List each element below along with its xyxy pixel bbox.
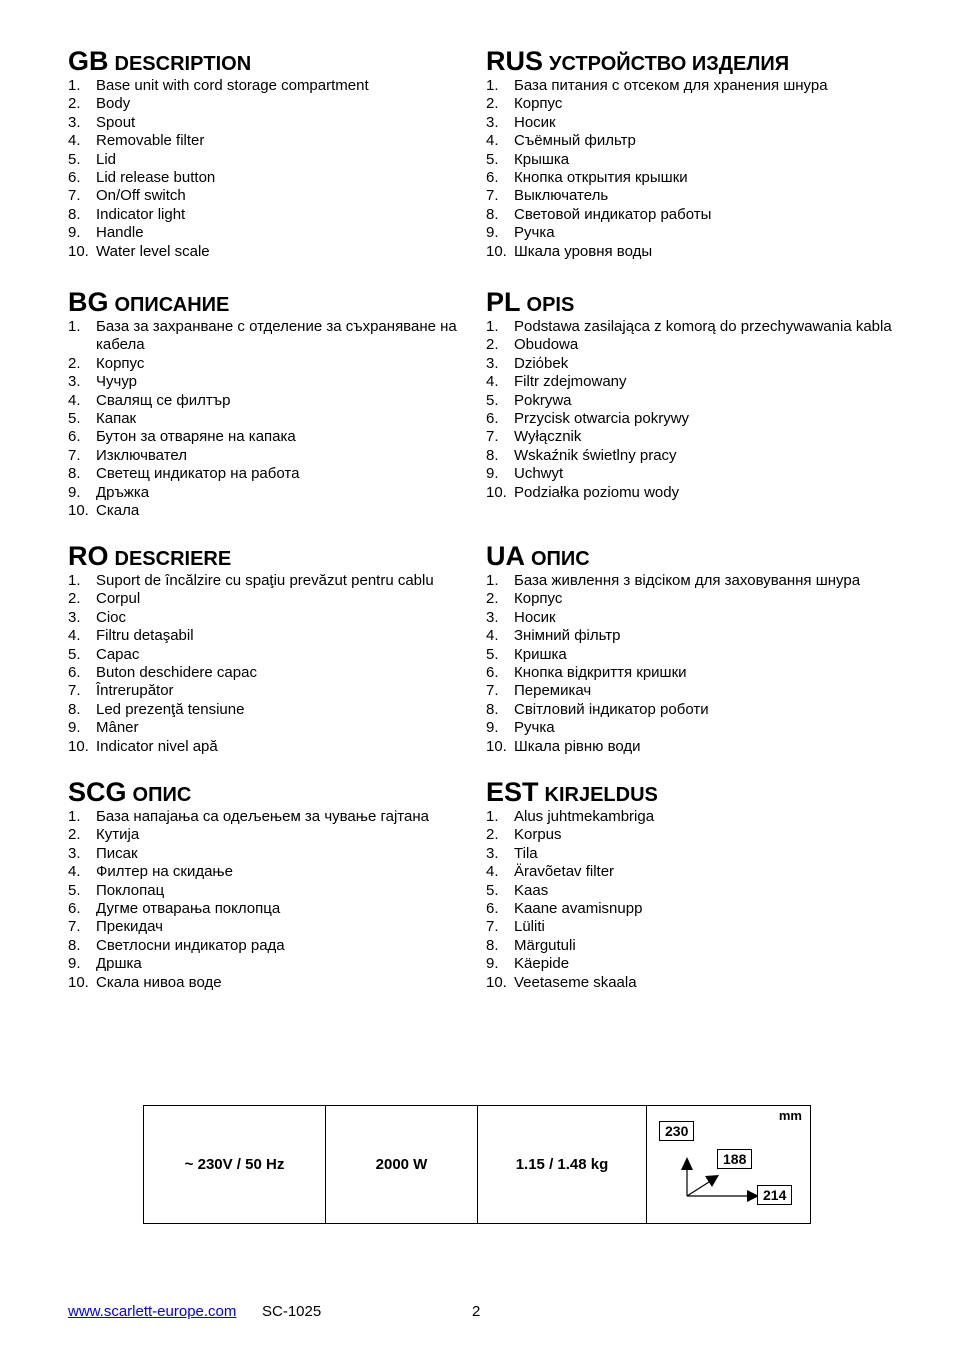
item-label: Носик	[514, 608, 556, 626]
item-label: Spout	[96, 113, 136, 131]
list-item	[68, 646, 488, 664]
item-number: 3.	[486, 113, 499, 131]
item-label: Корпус	[514, 95, 563, 113]
item-label: Äravõetav filter	[514, 863, 615, 881]
item-number: 8.	[486, 936, 499, 954]
item-number: 3.	[486, 844, 499, 862]
item-number: 9.	[68, 224, 81, 242]
item-number: 5.	[486, 881, 499, 899]
item-number: 9.	[486, 955, 499, 973]
list-item	[486, 465, 906, 483]
item-number: 5.	[486, 645, 499, 663]
item-label: Скала	[96, 502, 140, 520]
parts-list	[68, 318, 488, 520]
section-heading	[68, 45, 488, 77]
list-item	[486, 955, 906, 973]
item-number: 4.	[68, 391, 81, 409]
item-number: 7.	[486, 428, 499, 446]
list-item	[486, 701, 906, 719]
list-item	[486, 355, 906, 373]
list-item	[486, 206, 906, 224]
item-number: 4.	[486, 132, 499, 150]
section-heading	[486, 286, 906, 318]
list-item	[486, 863, 906, 881]
list-item	[486, 410, 906, 428]
item-number: 9.	[486, 719, 499, 737]
section-ro	[68, 540, 488, 756]
item-label: Чучур	[96, 373, 137, 391]
item-label: Uchwyt	[514, 465, 564, 483]
list-item	[486, 484, 906, 502]
list-item	[68, 974, 488, 992]
item-label: Шкала уровня воды	[514, 242, 653, 260]
list-item	[68, 738, 488, 756]
list-item	[486, 646, 906, 664]
list-item	[486, 447, 906, 465]
item-number: 10.	[486, 242, 507, 260]
item-label: Przycisk otwarcia pokrywy	[514, 410, 690, 428]
list-item	[68, 682, 488, 700]
item-number: 6.	[486, 410, 499, 428]
item-label: Handle	[96, 224, 144, 242]
item-number: 1.	[486, 808, 499, 825]
item-number: 4.	[68, 132, 81, 150]
specs-table	[143, 1105, 811, 1224]
power-cell	[326, 1106, 478, 1223]
list-item	[486, 428, 906, 446]
item-label: Water level scale	[96, 242, 210, 260]
list-item	[68, 863, 488, 881]
section-title: KIRJELDUS	[544, 784, 658, 806]
item-label: Obudowa	[514, 336, 579, 354]
language-code: EST	[486, 777, 539, 807]
item-number: 1.	[486, 77, 499, 94]
item-label: Капак	[96, 410, 137, 428]
item-number: 9.	[486, 465, 499, 483]
section-heading	[486, 45, 906, 77]
item-number: 1.	[486, 318, 499, 335]
list-item	[486, 719, 906, 737]
list-item	[68, 937, 488, 955]
item-label: Изключвател	[96, 446, 187, 464]
item-number: 7.	[68, 187, 81, 205]
item-label: Бутон за отваряне на капака	[96, 428, 296, 446]
item-label: Писак	[96, 844, 138, 862]
section-heading	[68, 776, 488, 808]
list-item	[486, 572, 906, 590]
item-label: Световой индикатор работы	[514, 205, 712, 223]
list-item	[68, 664, 488, 682]
item-label: Veetaseme skaala	[514, 973, 637, 991]
item-number: 8.	[68, 700, 81, 718]
item-number: 7.	[486, 187, 499, 205]
item-number: 10.	[68, 973, 89, 991]
list-item	[486, 169, 906, 187]
list-item	[68, 95, 488, 113]
item-label: Removable filter	[96, 132, 205, 150]
item-number: 6.	[486, 169, 499, 187]
item-label: Base unit with cord storage compartment	[96, 77, 369, 94]
weight-value: 1.15 / 1.48 kg	[515, 1156, 609, 1173]
parts-list	[68, 808, 488, 992]
section-heading	[68, 286, 488, 318]
list-item	[486, 243, 906, 261]
section-pl	[486, 286, 906, 502]
item-number: 2.	[486, 336, 499, 354]
item-number: 3.	[68, 844, 81, 862]
list-item	[68, 318, 488, 355]
language-code: BG	[68, 287, 109, 317]
item-label: Podstawa zasilająca z komorą do przechywawania kabla	[514, 318, 892, 335]
parts-list	[486, 808, 906, 992]
item-label: Podziałka poziomu wody	[514, 483, 680, 501]
list-item	[486, 77, 906, 95]
list-item	[486, 187, 906, 205]
item-number: 7.	[486, 918, 499, 936]
list-item	[486, 609, 906, 627]
item-label: Indicator nivel apă	[96, 737, 218, 755]
list-item	[68, 243, 488, 261]
list-item	[486, 224, 906, 242]
item-number: 2.	[68, 95, 81, 113]
list-item	[68, 132, 488, 150]
language-code: SCG	[68, 777, 127, 807]
section-title: ОПИС	[132, 784, 192, 806]
item-label: Дугме отварања поклопца	[96, 900, 281, 918]
item-label: База питания с отсеком для хранения шнура	[514, 77, 828, 94]
item-label: Кнопка відкриття кришки	[514, 664, 687, 682]
list-item	[68, 77, 488, 95]
item-label: Кришка	[514, 645, 567, 663]
item-label: Mâner	[96, 719, 139, 737]
item-number: 1.	[68, 77, 81, 94]
item-label: Носик	[514, 113, 556, 131]
list-item	[68, 169, 488, 187]
item-label: Светещ индикатор на работа	[96, 465, 300, 483]
item-label: Wyłącznik	[514, 428, 582, 446]
item-label: Led prezenţă tensiune	[96, 700, 245, 718]
item-number: 3.	[486, 354, 499, 372]
list-item	[486, 974, 906, 992]
item-number: 6.	[486, 664, 499, 682]
item-number: 2.	[68, 590, 81, 608]
section-ua	[486, 540, 906, 756]
item-number: 10.	[68, 737, 89, 755]
item-label: Cioc	[96, 608, 127, 626]
list-item	[486, 114, 906, 132]
item-label: Tila	[514, 844, 538, 862]
list-item	[68, 845, 488, 863]
weight-cell	[478, 1106, 647, 1223]
list-item	[486, 900, 906, 918]
item-label: Capac	[96, 645, 140, 663]
item-number: 8.	[68, 936, 81, 954]
voltage-value: ~ 230V / 50 Hz	[184, 1156, 285, 1173]
item-label: Дръжка	[96, 483, 150, 501]
list-item	[486, 808, 906, 826]
item-number: 1.	[68, 572, 81, 589]
item-label: Світловий індикатор роботи	[514, 700, 709, 718]
item-number: 2.	[486, 826, 499, 844]
item-number: 8.	[68, 465, 81, 483]
item-number: 7.	[68, 446, 81, 464]
item-number: 6.	[68, 169, 81, 187]
list-item	[68, 719, 488, 737]
item-number: 4.	[68, 863, 81, 881]
item-label: Käepide	[514, 955, 570, 973]
item-label: Kaane avamisnupp	[514, 900, 643, 918]
item-label: Pokrywa	[514, 391, 572, 409]
item-number: 6.	[68, 900, 81, 918]
list-item	[486, 95, 906, 113]
item-label: Корпус	[514, 590, 563, 608]
list-item	[68, 206, 488, 224]
item-number: 10.	[68, 242, 89, 260]
item-label: Indicator light	[96, 205, 186, 223]
item-number: 4.	[68, 627, 81, 645]
item-label: Съёмный фильтр	[514, 132, 636, 150]
item-number: 4.	[486, 373, 499, 391]
voltage-cell	[144, 1106, 326, 1223]
list-item	[68, 502, 488, 520]
item-number: 5.	[68, 645, 81, 663]
list-item	[486, 392, 906, 410]
item-number: 10.	[486, 483, 507, 501]
item-number: 5.	[486, 150, 499, 168]
item-number: 2.	[486, 95, 499, 113]
item-label: Întrerupător	[96, 682, 174, 700]
list-item	[486, 627, 906, 645]
item-label: Ручка	[514, 224, 555, 242]
item-number: 9.	[68, 719, 81, 737]
item-label: Знімний фільтр	[514, 627, 621, 645]
item-number: 6.	[68, 664, 81, 682]
item-number: 4.	[486, 863, 499, 881]
list-item	[486, 845, 906, 863]
item-label: Korpus	[514, 826, 562, 844]
section-title: DESCRIPTION	[114, 53, 252, 75]
item-label: Кнопка открытия крышки	[514, 169, 688, 187]
item-number: 8.	[486, 700, 499, 718]
item-number: 7.	[486, 682, 499, 700]
list-item	[68, 955, 488, 973]
list-item	[68, 447, 488, 465]
item-label: On/Off switch	[96, 187, 186, 205]
section-title: УСТРОЙСТВО ИЗДЕЛИЯ	[549, 53, 790, 75]
footer-website[interactable]	[68, 1303, 236, 1320]
item-number: 2.	[486, 590, 499, 608]
item-label: Перемикач	[514, 682, 592, 700]
item-number: 3.	[68, 113, 81, 131]
item-number: 3.	[68, 608, 81, 626]
list-item	[68, 900, 488, 918]
item-number: 3.	[68, 373, 81, 391]
parts-list	[486, 572, 906, 756]
section-bg	[68, 286, 488, 520]
item-label: Крышка	[514, 150, 570, 168]
item-number: 7.	[68, 918, 81, 936]
list-item	[68, 627, 488, 645]
language-code: RO	[68, 541, 109, 571]
list-item	[486, 937, 906, 955]
item-number: 3.	[486, 608, 499, 626]
item-number: 8.	[486, 446, 499, 464]
item-number: 5.	[68, 410, 81, 428]
section-heading	[486, 540, 906, 572]
item-label: Прекидач	[96, 918, 163, 936]
list-item	[486, 682, 906, 700]
item-label: Lid	[96, 150, 117, 168]
item-label: База напајања са одељењем за чување гајтана	[96, 808, 429, 825]
footer-model: SC-1025	[262, 1303, 322, 1320]
item-number: 1.	[68, 318, 81, 335]
website-link[interactable]: www.scarlett-europe.com	[68, 1303, 237, 1320]
item-number: 5.	[68, 150, 81, 168]
parts-list	[68, 77, 488, 261]
section-est	[486, 776, 906, 992]
item-label: Filtru detaşabil	[96, 627, 194, 645]
item-label: Wskaźnik świetlny pracy	[514, 446, 677, 464]
item-label: Corpul	[96, 590, 141, 608]
section-heading	[68, 540, 488, 572]
item-number: 2.	[68, 354, 81, 372]
item-number: 5.	[68, 881, 81, 899]
language-code: GB	[68, 46, 109, 76]
list-item	[68, 465, 488, 483]
item-label: Филтер на скидање	[96, 863, 233, 881]
item-label: Поклопац	[96, 881, 165, 899]
list-item	[68, 826, 488, 844]
list-item	[68, 484, 488, 502]
parts-list	[486, 77, 906, 261]
item-label: Lüliti	[514, 918, 545, 936]
height-value: 230	[659, 1121, 694, 1141]
item-label: Выключатель	[514, 187, 609, 205]
item-label: Кутија	[96, 826, 140, 844]
section-rus	[486, 45, 906, 261]
item-label: Скала нивоа воде	[96, 973, 222, 991]
item-label: Suport de încălzire cu spaţiu prevăzut pentru cablu	[96, 572, 434, 589]
dimensions-cell	[647, 1106, 810, 1223]
list-item	[68, 590, 488, 608]
list-item	[68, 114, 488, 132]
item-number: 2.	[68, 826, 81, 844]
item-number: 9.	[68, 955, 81, 973]
list-item	[486, 882, 906, 900]
item-label: Alus juhtmekambriga	[514, 808, 655, 825]
list-item	[486, 918, 906, 936]
list-item	[486, 826, 906, 844]
language-code: RUS	[486, 46, 544, 76]
power-value: 2000 W	[375, 1156, 428, 1173]
language-code: UA	[486, 541, 525, 571]
item-label: Dziόbek	[514, 354, 569, 372]
item-number: 7.	[68, 682, 81, 700]
item-label: Lid release button	[96, 169, 216, 187]
item-number: 10.	[486, 973, 507, 991]
list-item	[68, 392, 488, 410]
item-label: База за захранване с отделение за съхраняване на кабела	[96, 318, 457, 354]
item-label: База живлення з відсіком для заховування шнура	[514, 572, 861, 589]
item-label: Свалящ се филтър	[96, 391, 231, 409]
list-item	[486, 373, 906, 391]
item-number: 6.	[68, 428, 81, 446]
footer-page-number: 2	[472, 1303, 481, 1320]
list-item	[486, 590, 906, 608]
list-item	[68, 808, 488, 826]
item-label: Корпус	[96, 354, 145, 372]
section-gb	[68, 45, 488, 261]
unit-label: mm	[778, 1108, 802, 1123]
section-title: OPIS	[526, 294, 575, 316]
language-code: PL	[486, 287, 521, 317]
section-title: ОПИСАНИЕ	[114, 294, 230, 316]
item-number: 8.	[486, 205, 499, 223]
item-number: 1.	[486, 572, 499, 589]
item-number: 1.	[68, 808, 81, 825]
item-number: 10.	[68, 502, 89, 520]
list-item	[68, 609, 488, 627]
list-item	[68, 373, 488, 391]
item-label: Ручка	[514, 719, 555, 737]
depth-value: 188	[717, 1149, 752, 1169]
list-item	[68, 428, 488, 446]
item-number: 4.	[486, 627, 499, 645]
list-item	[68, 701, 488, 719]
list-item	[68, 882, 488, 900]
item-label: Светлосни индикатор рада	[96, 936, 285, 954]
list-item	[68, 151, 488, 169]
section-heading	[486, 776, 906, 808]
item-label: Шкала рівню води	[514, 737, 641, 755]
list-item	[68, 355, 488, 373]
item-label: Buton deschidere capac	[96, 664, 257, 682]
item-label: Дршка	[96, 955, 142, 973]
parts-list	[68, 572, 488, 756]
list-item	[486, 151, 906, 169]
list-item	[68, 410, 488, 428]
list-item	[486, 132, 906, 150]
list-item	[486, 664, 906, 682]
section-title: DESCRIERE	[114, 548, 232, 570]
list-item	[68, 572, 488, 590]
item-label: Kaas	[514, 881, 549, 899]
list-item	[68, 224, 488, 242]
list-item	[486, 318, 906, 336]
list-item	[68, 187, 488, 205]
section-title: ОПИС	[531, 548, 590, 570]
item-label: Filtr zdejmowany	[514, 373, 627, 391]
item-number: 10.	[486, 737, 507, 755]
section-scg	[68, 776, 488, 992]
item-number: 6.	[486, 900, 499, 918]
width-value: 214	[757, 1185, 792, 1205]
item-label: Märgutuli	[514, 936, 576, 954]
item-number: 9.	[486, 224, 499, 242]
item-number: 5.	[486, 391, 499, 409]
list-item	[486, 336, 906, 354]
list-item	[68, 918, 488, 936]
parts-list	[486, 318, 906, 502]
item-label: Body	[96, 95, 131, 113]
item-number: 9.	[68, 483, 81, 501]
list-item	[486, 738, 906, 756]
item-number: 8.	[68, 205, 81, 223]
